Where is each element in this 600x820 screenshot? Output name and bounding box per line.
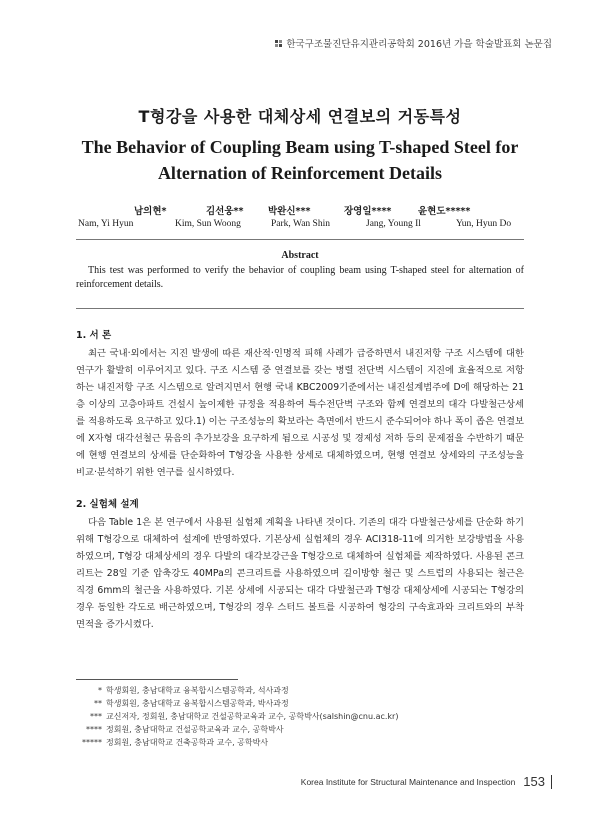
author-ko: 남의현* (134, 206, 167, 217)
running-header (275, 36, 552, 50)
conference-name: 한국구조물진단유지관리공학회 2016년 가을 학술발표회 논문집 (286, 39, 552, 50)
author-ko: 장영일**** (344, 206, 392, 217)
author-ko: 박완신*** (268, 206, 311, 217)
author-en: Park, Wan Shin (271, 219, 330, 229)
author-en: Kim, Sun Woong (175, 219, 241, 229)
title-english (60, 134, 540, 186)
author-en: Nam, Yi Hyun (78, 219, 134, 229)
footnote-item: ** 학생회원, 충남대학교 융복합시스템공학과, 박사과정 (94, 699, 289, 708)
author-en: Yun, Hyun Do (456, 219, 512, 229)
footnote-item: *** 교신저자, 정회원, 충남대학교 건설공학교육과 교수, 공학박사(salshin@cnu.ac.kr) (90, 712, 399, 721)
title-english-line2: Alternation of Reinforcement Details (157, 163, 443, 183)
abstract-text: This test was performed to verify the behavior of coupling beam using T-shaped steel for alternation of reinforcement details. (76, 265, 524, 290)
author-ko: 김선웅** (206, 206, 244, 217)
footnote-item: ***** 정회원, 충남대학교 건축공학과 교수, 공학박사 (82, 738, 269, 747)
abstract-heading: Abstract (281, 250, 319, 261)
footnote-item: * 학생회원, 충남대학교 융복합시스템공학과, 석사과정 (98, 686, 289, 695)
page-number: 153 (523, 775, 552, 789)
section-heading-specimen-design: 2. 실험체 설계 (76, 499, 139, 510)
divider (76, 239, 524, 240)
section-heading-introduction: 1. 서 론 (76, 330, 112, 341)
footnote-divider (76, 679, 238, 680)
section-text-specimen-design: 다음 Table 1은 본 연구에서 사용된 실험체 계획을 나타낸 것이다. 기존의 대각 다발철근상세를 단순화 하기 위해 T형강으로 대체하여 설계에 반영하였다. 기본상세 실험체의 경우 ACI318-11에 의거한 보강방법을 사용하였으며, T형강 대체상세의 경우 다발의 대각보강근을 T형강으로 대체하여 실험체를 제작하였다. 사용된 콘크리트는 28일 기준 압축강도 40MPa의 콘크리트를 사용하였으며 길이방향 철근 및 스트럽의 사용되는 철근은 직경 6mm의 철근을 사용하였다. 기본 상세에 시공되는 대각 다발철근과 T형강 대체상세에 시공되는 T형강의 경우 동일한 각도로 배근하였으며, T형강의 경우 스터드 볼트를 시공하여 형강의 구속효과와 크리트와의 부착면적을 증가시켰다. (76, 517, 524, 630)
author-ko: 윤현도***** (418, 206, 471, 217)
title-english-line1: The Behavior of Coupling Beam using T-shaped Steel for (81, 137, 519, 157)
footnotes (76, 684, 526, 749)
footnote-item: **** 정회원, 충남대학교 건설공학교육과 교수, 공학박사 (86, 725, 284, 734)
title-korean: T형강을 사용한 대체상세 연결보의 거동특성 (138, 107, 462, 126)
institute-name: Korea Institute for Structural Maintenance and Inspection (300, 777, 516, 787)
section-text-introduction: 최근 국내·외에서는 지진 발생에 따른 재산적·인명적 피해 사례가 급증하면서 내진저항 구조 시스템에 대한 연구가 활발히 이루어지고 있다. 구조 시스템 중 연결보를 갖는 병렬 전단벽 시스템이 지진에 효율적으로 저항하는 내진저항 구조 시스템으로 알려지면서 현행 국내 KBC2009기준에서는 내진설계범주에 D에 해당하는 21층 이상의 고층아파트 건설시 높이제한 규정을 적용하여 특수전단벽 구조와 함께 연결보의 대각 다발철근상세를 적용하도록 요구하고 있다.1) 이는 구조성능의 확보라는 측면에서 반드시 준수되어야 하나 폭이 좁은 연결보에 X자형 대각선철근 묶음의 추가보강을 요구하게 됨으로 시공성 및 경제성 저하 등의 문제점을 수반하기 때문에 현행 연결보의 상세를 단순화하여 T형강을 사용한 상세로 대체하였으며, 현행 연결보 상세와의 구조성능을 비교·분석하기 위한 연구를 실시하였다. (76, 348, 524, 478)
author-en: Jang, Young Il (366, 219, 421, 229)
divider (76, 308, 524, 309)
page-footer (301, 775, 552, 789)
bullet-square-icon (275, 40, 283, 48)
author-list (78, 203, 522, 235)
